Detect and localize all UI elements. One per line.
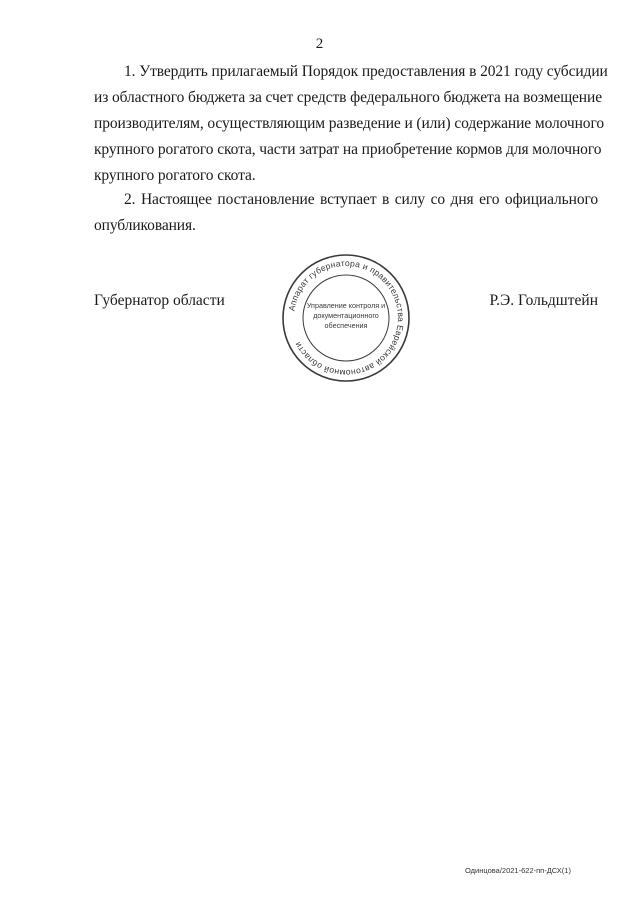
seal-ring-text: Аппарат губернатора и правительства Еврейской автономной области [286,257,407,379]
page-number: 2 [315,36,324,52]
seal-center-line-2: документационного [313,311,379,320]
paragraph-1-line-2: из областного бюджета за счет средств федерального бюджета на возмещение [94,89,602,106]
signature-name: Р.Э. Гольдштейн [489,292,598,309]
paragraph-1-line-1: 1. Утвердить прилагаемый Порядок предоставления в 2021 году субсидии [124,63,608,80]
footer-code: Одинцова/2021-622-пп-ДСХ(1) [465,866,571,875]
paragraph-2-line-2: опубликования. [94,217,196,234]
paragraph-1-line-3: производителям, осуществляющим разведение и (или) содержание молочного [94,115,604,132]
paragraph-2 [94,187,598,239]
official-seal [280,252,412,384]
seal-center-line-1: Управление контроля и [306,301,386,310]
seal-center-line-3: обеспечения [324,321,368,330]
paragraph-1-line-4: крупного рогатого скота, части затрат на приобретение кормов для молочного [94,141,602,158]
signature-role: Губернатор области [94,292,225,309]
paragraph-2-line-1: 2. Настоящее постановление вступает в силу со дня его официального [124,191,598,208]
paragraph-1 [94,59,608,189]
paragraph-1-line-5: крупного рогатого скота. [94,167,256,184]
